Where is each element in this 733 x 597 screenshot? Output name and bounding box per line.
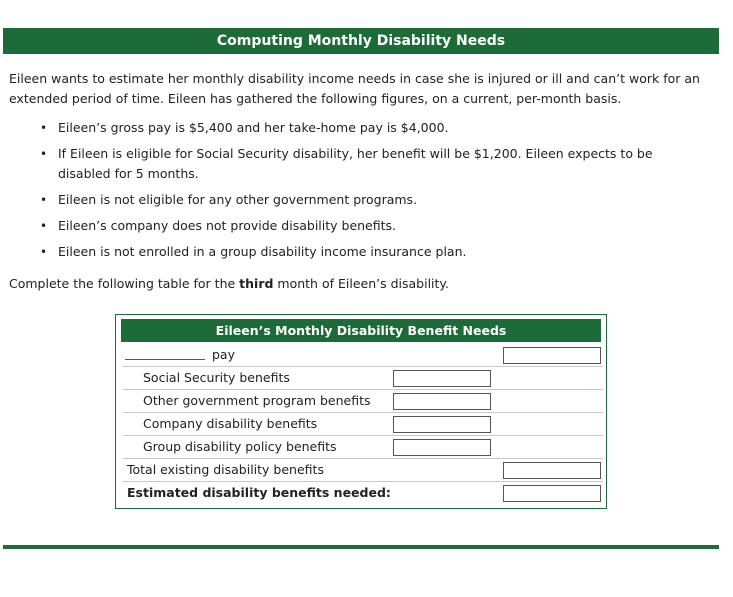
pay-type-blank[interactable] xyxy=(125,359,205,360)
pay-row xyxy=(123,344,603,367)
table-row: Social Security benefits xyxy=(123,367,603,390)
bullet-icon: • xyxy=(40,147,48,161)
needed-row: Estimated disability benefits needed: xyxy=(123,482,603,505)
needed-benefits-input[interactable] xyxy=(503,485,601,502)
table-row: Other government program benefits xyxy=(123,390,603,413)
table-row: Company disability benefits xyxy=(123,413,603,436)
total-benefits-input[interactable] xyxy=(503,462,601,479)
intro-paragraph xyxy=(9,69,709,109)
list-item: • Eileen’s gross pay is $5,400 and her take-home pay is $4,000. xyxy=(40,118,700,138)
intro-line-1: Eileen wants to estimate her monthly disability income needs in case she is injured or ill and can’t work for an xyxy=(9,71,700,86)
table-row: Group disability policy benefits xyxy=(123,436,603,459)
page-title: Computing Monthly Disability Needs xyxy=(216,33,506,49)
footer-divider xyxy=(3,545,719,549)
social-security-input[interactable] xyxy=(393,370,491,387)
bullet-icon: • xyxy=(40,245,48,259)
instruction-text: Complete the following table for the third month of Eileen’s disability. xyxy=(9,276,450,291)
list-item: • Eileen’s company does not provide disability benefits. xyxy=(40,216,700,236)
pay-label: pay xyxy=(212,347,235,362)
total-row: Total existing disability benefits xyxy=(123,459,603,482)
intro-line-2: extended period of time. Eileen has gathered the following figures, on a current, per-month basis. xyxy=(9,91,622,106)
bullet-icon: • xyxy=(40,193,48,207)
pay-input[interactable] xyxy=(503,347,601,364)
list-item: • Eileen is not enrolled in a group disability income insurance plan. xyxy=(40,242,700,262)
table-title: Eileen’s Monthly Disability Benefit Needs xyxy=(121,319,601,342)
company-disability-input[interactable] xyxy=(393,416,491,433)
list-item: • Eileen is not eligible for any other government programs. xyxy=(40,190,700,210)
list-item: • If Eileen is eligible for Social Security disability, her benefit will be $1,200. Eileen expects to be disabled for 5 months. xyxy=(40,146,653,181)
facts-list xyxy=(40,118,700,268)
benefit-needs-table xyxy=(115,314,607,509)
group-disability-input[interactable] xyxy=(393,439,491,456)
bullet-icon: • xyxy=(40,121,48,135)
page-header xyxy=(3,28,719,54)
bullet-icon: • xyxy=(40,219,48,233)
other-government-input[interactable] xyxy=(393,393,491,410)
